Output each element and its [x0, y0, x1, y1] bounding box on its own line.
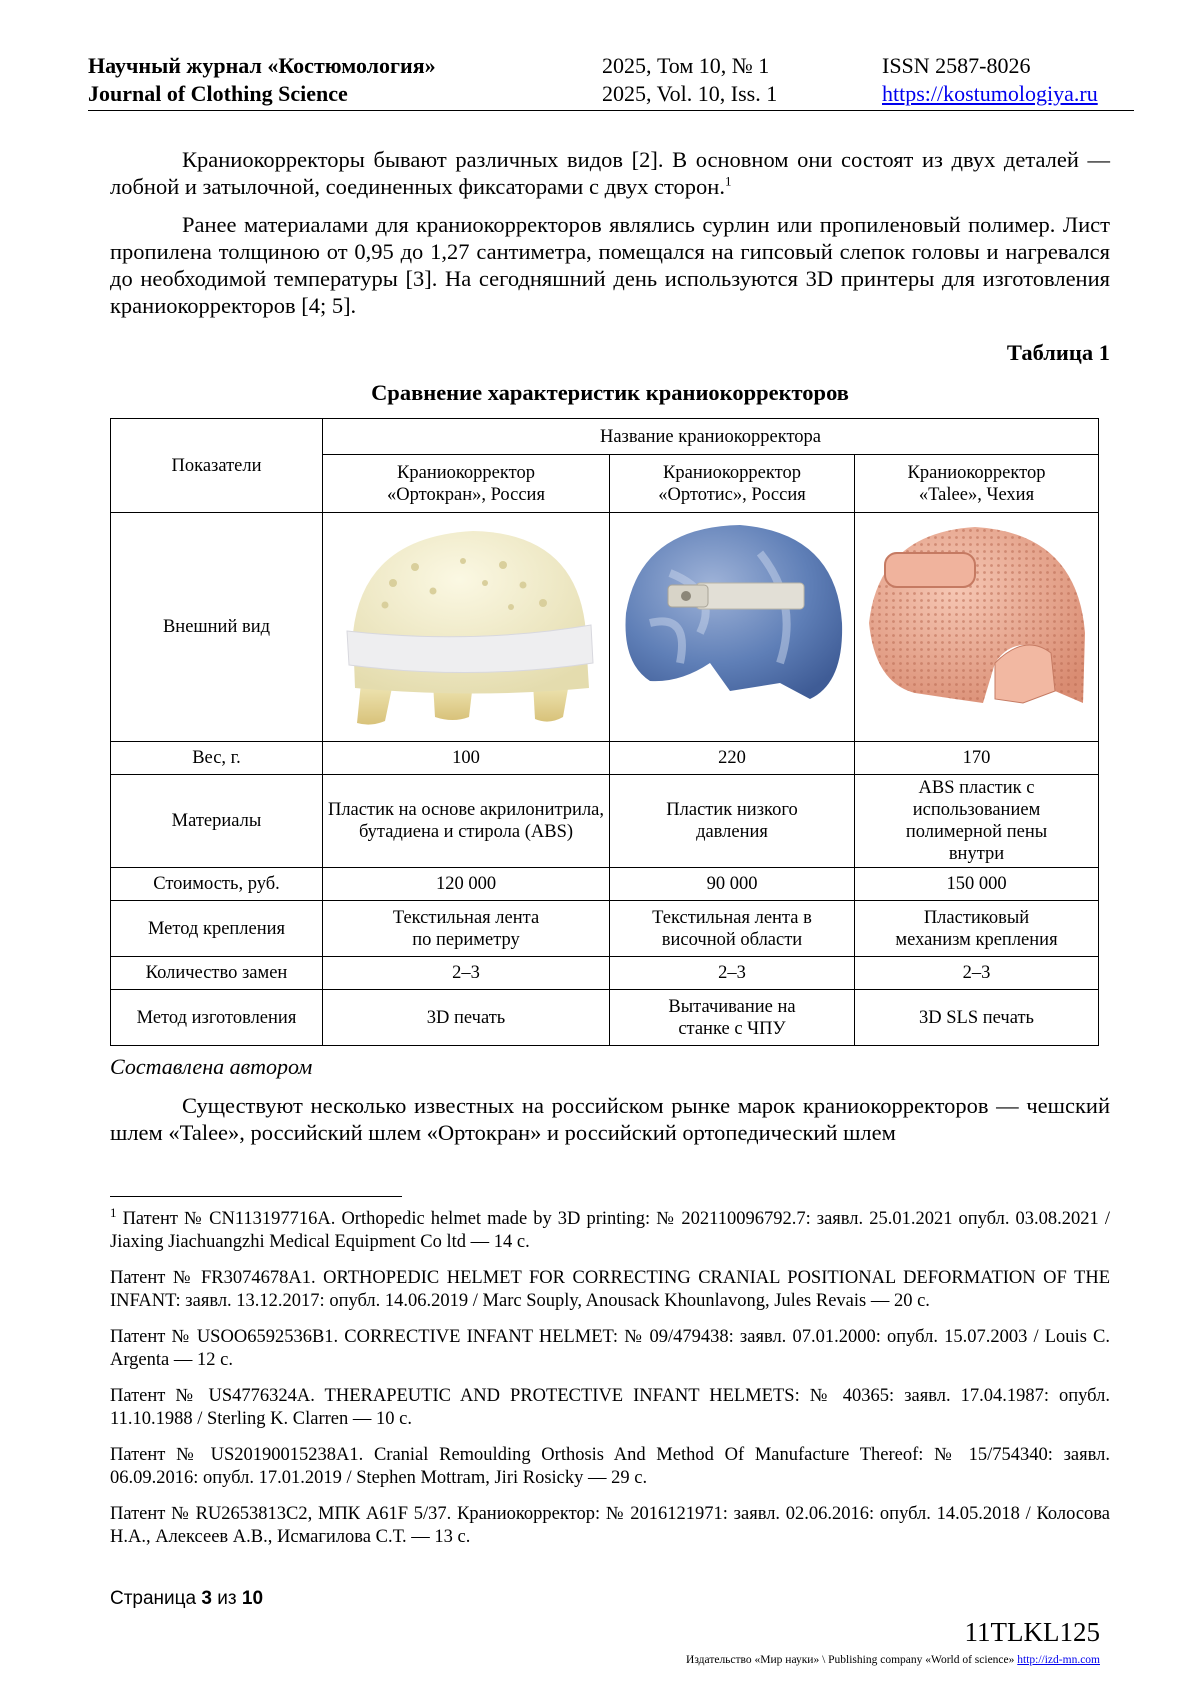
footnote-item: Патент № FR3074678A1. ORTHOPEDIC HELMET FOR CORRECTING CRANIAL POSITIONAL DEFORMATION OF THE INFANT: заявл. 13.12.2017: опубл. 14.06.2019 / Marc Souply, Anousack Khounlavong, Jules Revais — 20 с.	[110, 1268, 1110, 1311]
image-ortotis	[610, 513, 855, 742]
comparison-table	[110, 418, 1099, 1046]
table-number: Таблица 1	[1006, 340, 1110, 365]
journal-name: Научный журнал «Костюмология» Journal of Clothing Science	[88, 53, 436, 106]
footnote-item: Патент № RU2653813C2, МПК A61F 5/37. Краниокорректор: № 2016121971: заявл. 02.06.2016: опубл. 14.05.2018 / Колосова Н.А., Алексеев А.В., Исмагилова С.Т. — 13 с.	[110, 1504, 1110, 1547]
table-source: Составлена автором	[110, 1054, 313, 1079]
issn: ISSN 2587-8026	[882, 53, 1031, 78]
footnote-ref[interactable]: 1	[724, 173, 732, 189]
cell-value: Пластик на основе акрилонитрила, бутадиена и стирола (ABS)	[323, 775, 610, 868]
header-name-group: Название краниокорректора	[323, 419, 1099, 455]
cell-value: Текстильная лента в височной области	[610, 901, 855, 957]
publisher-link[interactable]: http://izd-mn.com	[1017, 1654, 1100, 1666]
cell-value: 2–3	[323, 957, 610, 990]
helmet-ortotis-image	[610, 513, 854, 735]
row-label-fastening: Метод крепления	[111, 901, 323, 957]
row-label-replacements: Количество замен	[111, 957, 323, 990]
cell-value: 2–3	[855, 957, 1099, 990]
journal-header	[88, 48, 1134, 111]
cell-value: 170	[855, 742, 1099, 775]
paragraph: Краниокорректоры бывают различных видов [2]. В основном они состоят из двух деталей — лобной и затылочной, соединенных фиксаторами с двух сторон.$^1$	[110, 147, 1110, 199]
cell-value: 90 000	[610, 868, 855, 901]
helmet-ortokran-image	[323, 513, 609, 735]
header-product-talee: Краниокорректор «Talee», Чехия	[855, 455, 1099, 513]
table-title: Сравнение характеристик краниокорректоров	[371, 380, 849, 405]
cell-value: 150 000	[855, 868, 1099, 901]
page-number: Страница 3 из 10	[110, 1588, 264, 1609]
cell-value: Пластиковый механизм крепления	[855, 901, 1099, 957]
cell-value: 2–3	[610, 957, 855, 990]
cell-value: Текстильная лента по периметру	[323, 901, 610, 957]
paragraph: Существуют несколько известных на российском рынке марок краниокорректоров — чешский шлем «Talee», российский шлем «Ортокран» и российский ортопедический шлем	[110, 1093, 1110, 1145]
footnote-item: Патент № US4776324A. THERAPEUTIC AND PROTECTIVE INFANT HELMETS: № 40365: заявл. 17.04.1987: опубл. 11.10.1988 / Sterling K. Clarren — 10 с.	[110, 1386, 1110, 1429]
cell-value: Пластик низкого давления	[610, 775, 855, 868]
helmet-talee-image	[855, 513, 1098, 735]
body-text-after	[110, 1092, 1110, 1146]
issn-block	[882, 52, 1098, 108]
intro-text	[110, 146, 1110, 319]
cell-value: ABS пластик с использованием полимерной пены внутри	[855, 775, 1099, 868]
row-label-weight: Вес, г.	[111, 742, 323, 775]
cell-value: Вытачивание на станке с ЧПУ	[610, 990, 855, 1046]
publisher-line: Издательство «Мир науки» \ Publishing company «World of science» http://izd-mn.com	[686, 1654, 1100, 1666]
header-product-ortotis: Краниокорректор «Ортотис», Россия	[610, 455, 855, 513]
footnotes	[110, 1204, 1110, 1562]
image-ortokran	[323, 513, 610, 742]
article-code: 11TLKL125	[964, 1617, 1100, 1647]
journal-url-link[interactable]: https://kostumologiya.ru	[882, 81, 1098, 106]
footnote-marker: 1	[110, 1204, 117, 1220]
issue-info: 2025, Том 10, № 1 2025, Vol. 10, Iss. 1	[602, 53, 778, 106]
row-label-materials: Материалы	[111, 775, 323, 868]
row-label-manufacturing: Метод изготовления	[111, 990, 323, 1046]
row-label-appearance: Внешний вид	[111, 513, 323, 742]
cell-value: 120 000	[323, 868, 610, 901]
row-label-cost: Стоимость, руб.	[111, 868, 323, 901]
cell-value: 100	[323, 742, 610, 775]
footnote-item: Патент № US20190015238A1. Cranial Remoulding Orthosis And Method Of Manufacture Thereof: № 15/754340: заявл. 06.09.2016: опубл. 17.01.2019 / Stephen Mottram, Jiri Rosicky — 29 с.	[110, 1445, 1110, 1488]
paragraph: Ранее материалами для краниокорректоров являлись сурлин или пропиленовый полимер. Лист пропилена толщиною от 0,95 до 1,27 сантиметра, помещался на гипсовый слепок головы и нагревался до необходимой температуры [3]. На сегодняшний день используются 3D принтеры для изготовления краниокорректоров [4; 5].	[110, 212, 1110, 318]
image-talee	[855, 513, 1099, 742]
footnote-item: $^1$ Патент № CN113197716A. Orthopedic helmet made by 3D printing: № 202110096792.7: заявл. 25.01.2021 опубл. 03.08.2021 / Jiaxing Jiachuangzhi Medical Equipment Co ltd — 14 с.	[110, 1204, 1110, 1252]
header-indicators: Показатели	[111, 419, 323, 513]
header-product-ortokran: Краниокорректор «Ортокран», Россия	[323, 455, 610, 513]
cell-value: 220	[610, 742, 855, 775]
footnote-divider	[110, 1196, 402, 1197]
cell-value: 3D SLS печать	[855, 990, 1099, 1046]
cell-value: 3D печать	[323, 990, 610, 1046]
footnote-item: Патент № USOO6592536B1. CORRECTIVE INFANT HELMET: № 09/479438: заявл. 07.01.2000: опубл. 15.07.2003 / Louis C. Argenta — 12 с.	[110, 1327, 1110, 1370]
